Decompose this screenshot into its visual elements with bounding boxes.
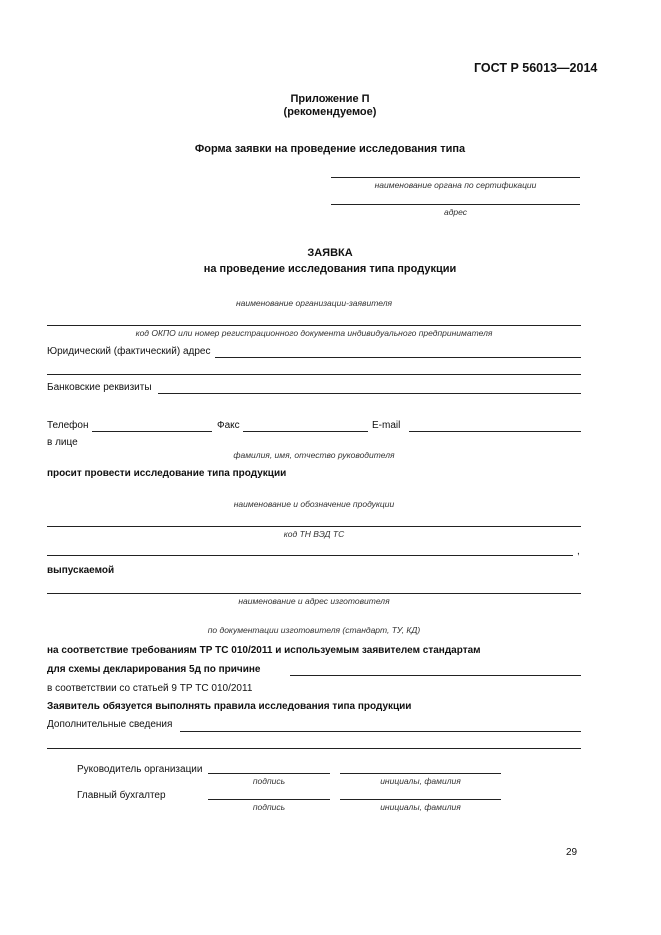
phone-label: Телефон [47, 420, 89, 431]
tnved-line [47, 555, 573, 556]
accountant-initials-caption: инициалы, фамилия [380, 802, 461, 812]
manufacturer-line [47, 593, 581, 594]
bank-label: Банковские реквизиты [47, 382, 152, 393]
fax-line [243, 431, 368, 432]
accountant-sign-caption: подпись [252, 802, 286, 812]
compliance-text: на соответствие требованиям ТР ТС 010/2011 и используемым заявителем стандартам [47, 645, 481, 656]
head-sign-caption: подпись [252, 776, 286, 786]
email-line [409, 431, 581, 432]
additional-label: Дополнительные сведения [47, 719, 173, 730]
fax-label: Факс [217, 420, 240, 431]
fio-caption: фамилия, имя, отчество руководителя [233, 450, 395, 460]
appendix-status: (рекомендуемое) [283, 106, 377, 118]
produced-text: выпускаемой [47, 565, 115, 576]
product-line [47, 526, 581, 527]
legal-address-line [215, 357, 581, 358]
additional-line [180, 731, 581, 732]
scheme-reason-line [290, 675, 581, 676]
scheme-text: для схемы декларирования 5д по причине [47, 664, 261, 675]
recipient-address-line [331, 204, 580, 205]
product-caption: наименование и обозначение продукции [233, 499, 395, 509]
application-subtitle: на проведение исследования типа продукции [203, 263, 457, 275]
email-label: E-mail [372, 420, 401, 431]
form-title: Форма заявки на проведение исследования типа [194, 143, 466, 155]
obligation-text: Заявитель обязуется выполнять правила исследования типа продукции [47, 701, 412, 712]
tnved-comma: , [577, 546, 580, 557]
head-initials-caption: инициалы, фамилия [380, 776, 461, 786]
docs-caption: по документации изготовителя (стандарт, ТУ, КД) [207, 625, 421, 635]
accountant-initials-line [340, 799, 501, 800]
request-text: просит провести исследование типа продукции [47, 468, 287, 479]
standard-number: ГОСТ Р 56013—2014 [474, 61, 598, 75]
okpo-caption: код ОКПО или номер регистрационного документа индивидуального предпринимателя [135, 328, 493, 338]
recipient-org-caption: наименование органа по сертификации [374, 180, 537, 190]
in-person-label: в лице [47, 437, 78, 448]
bank-line [158, 393, 581, 394]
head-sign-line [208, 773, 330, 774]
legal-address-line-2 [47, 374, 581, 375]
application-title: ЗАЯВКА [307, 247, 353, 259]
applicant-caption: наименование организации-заявителя [235, 298, 393, 308]
page-number: 29 [566, 847, 578, 858]
head-initials-line [340, 773, 501, 774]
recipient-address-caption: адрес [443, 207, 468, 217]
applicant-line [47, 325, 581, 326]
accountant-label: Главный бухгалтер [77, 790, 166, 801]
legal-address-label: Юридический (фактический) адрес [47, 346, 211, 357]
according-text: в соответствии со статьей 9 ТР ТС 010/2011 [47, 683, 253, 694]
appendix-title: Приложение П [290, 93, 370, 105]
manufacturer-caption: наименование и адрес изготовителя [238, 596, 390, 606]
accountant-sign-line [208, 799, 330, 800]
recipient-org-line [331, 177, 580, 178]
head-label: Руководитель организации [77, 764, 203, 775]
tnved-caption: код ТН ВЭД ТС [283, 529, 345, 539]
phone-line [92, 431, 212, 432]
additional-line-2 [47, 748, 581, 749]
